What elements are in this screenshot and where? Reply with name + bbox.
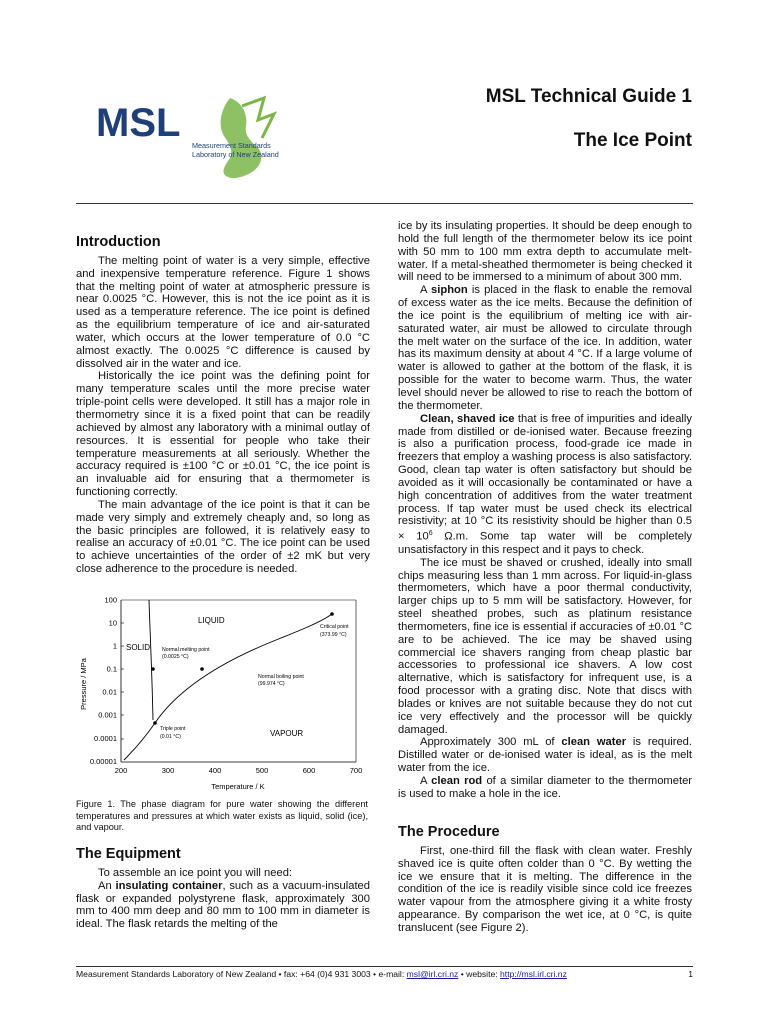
melting-annotation-1: Normal melting point [162,647,210,653]
insulating-container-term: insulating container [115,879,223,892]
critical-annotation-2: (373.99 °C) [320,632,347,638]
y-tick-label: 0.01 [102,687,117,697]
melting-annotation-2: (0.0025 °C) [162,654,189,660]
figure-caption: Figure 1. The phase diagram for pure water showing the different temperatures and pressures at which water exists as liquid, solid (ice), and vapour. [76,799,368,832]
melting-curve [149,600,153,720]
guide-title: MSL Technical Guide 1 [485,86,692,107]
region-liquid: LIQUID [198,616,225,625]
shaving-paragraph: The ice must be shaved or crushed, ideally into small chips measuring less than 1 mm across. For liquid-in-glass thermometers, which have a poor thermal conductivity, larger chips up to 5 mm will be satisfactory. However, for steel sheathed probes, such as platinum resistance thermometers, fine ice is essential if accuracies of ±0.01 °C are to be achieved. The ice may be shaved using commercial ice shavers ranging from cheap plastic bar accessories to professional ice shavers. A low cost alternative, which is satisfactory for infrequent use, is a food processor with a grating disc. Note that discs with blades or knives are not suitable because they do not cut ice very effectively and the processor will be quickly damaged. [398,556,692,736]
intro-paragraph-3: The main advantage of the ice point is that it can be made very simply and extremely cheaply and, so long as the basic principles are followed, it is relatively easy to realise an accuracy of ±0.01 °C. The ice point can be used to achieve uncertainties of the order of ±2 mK but very close adherence to the procedure is needed. [76,498,370,576]
intro-paragraph-2: Historically the ice point was the defining point for many temperature scales until the more precise water triple-point cells were developed. It still has a major role in thermometry since it is a fixed point that can be readily achieved by almost any laboratory with a minimal outlay of resources. It is essential for people who take their temperature measurements at all seriously. Whether the accuracy required is ±100 °C or ±0.01 °C, the ice point is an invaluable aid for ensuring that a thermometer is functioning correctly. [76,370,370,499]
footer-text: Measurement Standards Laboratory of New Zealand • fax: +64 (0)4 931 3003 • e-mail: [76,969,407,979]
clean-rod-term: clean rod [431,775,483,788]
website-link[interactable]: http://msl.irl.cri.nz [500,969,567,979]
equipment-section [76,848,370,931]
water-paragraph: Approximately 300 mL of clean water is required. Distilled water or de-ionised water is ideal, as is the melt water from the ice. [398,736,692,775]
y-tick-label: 10 [108,618,117,628]
logo-text: MSL [96,101,181,145]
header-divider [76,203,693,204]
y-axis-label: Pressure / MPa [79,658,88,710]
boiling-point-marker [200,667,204,671]
document-title: The Ice Point [573,130,692,151]
y-tick-label: 1 [112,641,117,651]
footer-divider [76,966,693,967]
logo-sub2: Laboratory of New Zealand [192,150,279,159]
equipment-heading: The Equipment [76,846,181,862]
y-tick-label: 0.001 [98,710,117,720]
logo-sub1: Measurement Standards [192,141,271,150]
clean-ice-term: Clean, shaved ice [420,412,515,425]
critical-point-marker [330,612,334,616]
page-number: 1 [688,969,693,979]
introduction-section [76,236,370,576]
x-tick-label: 200 [114,766,128,775]
triple-annotation-1: Triple point [160,726,186,732]
procedure-section [398,826,692,935]
y-tick-label: 0.00001 [89,757,117,766]
sublimation-curve [124,723,155,760]
x-axis-label: Temperature / K [211,782,265,791]
boiling-annotation-1: Normal boiling point [258,674,304,680]
y-tick-label: 0.0001 [94,734,117,743]
critical-annotation-1: Critical point [320,624,349,630]
rod-paragraph: A clean rod of a similar diameter to the thermometer is used to make a hole in the ice. [398,775,693,800]
y-tick-label: 100 [104,595,117,605]
region-solid: SOLID [126,643,151,652]
region-vapour: VAPOUR [270,729,304,738]
vaporisation-curve [155,614,332,723]
footer: Measurement Standards Laboratory of New Zealand • fax: +64 (0)4 931 3003 • e-mail: msl@irl.cri.nz • website: http://msl.irl.cri.nz 1 [76,969,693,979]
equipment-paragraph-2: An insulating container, such as a vacuum-insulated flask or expanded polystyrene flask, approximately 300 mm to 400 mm deep and 80 mm to 100 mm in diameter is ideal. The flask retards the melting of the [76,879,370,931]
msl-logo [92,92,292,187]
x-tick-label: 400 [208,766,222,775]
y-tick-label: 0.1 [106,664,117,674]
procedure-heading: The Procedure [398,824,500,840]
x-tick-label: 700 [349,766,363,775]
siphon-term: siphon [431,284,468,297]
x-tick-label: 500 [255,766,269,775]
triple-annotation-2: (0.01 °C) [160,734,181,740]
x-tick-label: 300 [161,766,175,775]
phase-diagram-figure [76,592,370,798]
flask-continuation: ice by its insulating properties. It should be deep enough to hold the full length of the thermometer below its ice point with 50 mm to 100 mm extra depth to accumulate melt-water. If a metal-sheathed thermometer is being checked it will need to be immersed to a minimum of about 300 mm. [398,220,692,284]
right-column [398,220,692,801]
triple-point-marker [153,721,157,725]
introduction-heading: Introduction [76,234,161,250]
siphon-paragraph: A siphon is placed in the flask to enable the removal of excess water as the ice melts. Because the definition of the ice point is the equilibrium of melting ice with air-saturated water, air must be allowed to circulate through the melt water on the surface of the ice. In addition, water has its maximum density at about 4 °C. If a large volume of water is allowed to gather at the bottom of the flask, it is possible for the water to become warm. Thus, the water level should never be allowed to rise to reach the bottom of the thermometer. [398,284,693,412]
procedure-paragraph-1: First, one-third fill the flask with clean water. Freshly shaved ice is quite often colder than 0 °C. By wetting the ice we ensure that it is melting. The difference in the condition of the ice is readily visible since cold ice freezes water vapour from the atmosphere giving it a white frosty appearance. By comparison the wet ice, at 0 °C, is quite translucent (see Figure 2). [398,844,692,934]
x-tick-label: 600 [302,766,316,775]
equipment-paragraph-1: To assemble an ice point you will need: [98,866,293,879]
melting-point-marker [151,667,155,671]
boiling-annotation-2: (99.974 °C) [258,681,285,687]
ice-paragraph: Clean, shaved ice that is free of impurities and ideally made from distilled or de-ionised water. Because freezing is also a purification process, food-grade ice made in freezers that employ a washing process is also satisfactory. Good, clean tap water is often satisfactory but should be avoided as it will occasionally be contaminated or have a high concentration of additives from the water treatment process. If tap water must be used check its electrical resistivity; at 10 °C its resistivity should be higher than $0.5 \times 10^6$ Ω.m. Some tap water will be completely unsatisfactory in this respect and it pays to check. [398,412,692,556]
email-link[interactable]: msl@irl.cri.nz [406,969,459,979]
clean-water-term: clean water [561,736,627,749]
intro-paragraph-1: The melting point of water is a very simple, effective and inexpensive temperature reference. Figure 1 shows that the melting point of water at atmospheric pressure is near 0.0025 °C. However, this is not the ice point as it is used as a temperature reference. The ice point is defined as the equilibrium temperature of ice and air-saturated water, which occurs at the lower temperature of 0.0 °C almost exactly. The 0.0025 °C difference is caused by dissolved air in the water and ice. [76,254,370,370]
